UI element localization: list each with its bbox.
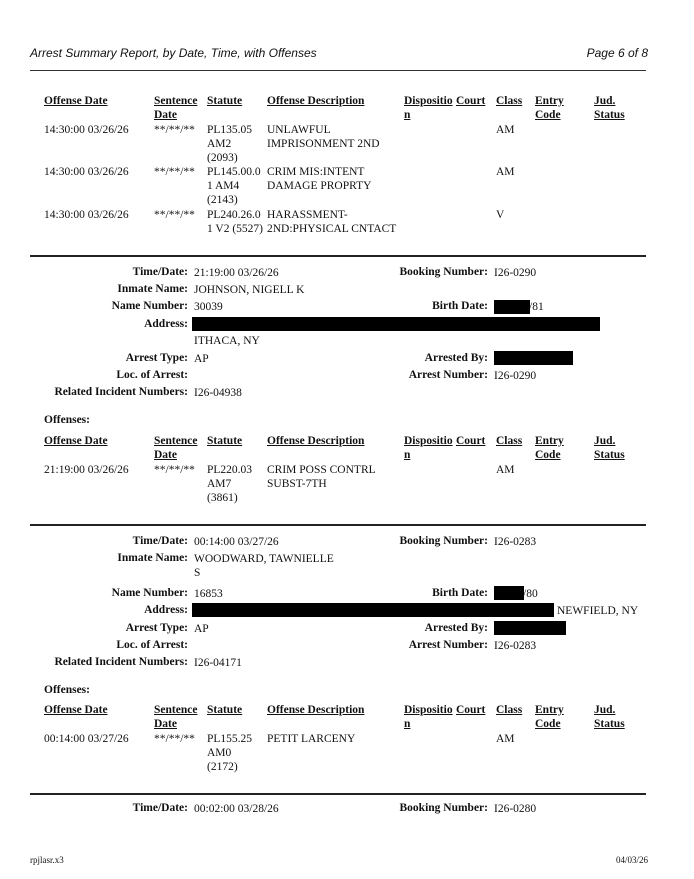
related-incident-label: Related Incident Numbers: [54,386,188,398]
offense-date: 14:30:00 03/26/26 [44,209,129,221]
sentence-date: **/**/** [154,124,195,136]
th-jud-status: Jud. Status [594,95,625,121]
offense-date: 21:19:00 03/26/26 [44,464,129,476]
arrest-number-value: I26-0290 [494,370,537,382]
th-offense-date: Offense Date [44,435,108,447]
th-disposition: Dispositio n [404,435,453,461]
offense-description: UNLAWFUL IMPRISONMENT 2ND [267,124,380,150]
record-divider [30,793,646,795]
redaction-block [494,300,530,314]
th-offense-date: Offense Date [44,704,108,716]
sentence-date: **/**/** [154,166,195,178]
arrested-by-label: Arrested By: [424,622,488,634]
th-entry-code: Entry Code [535,435,564,461]
th-statute: Statute [207,435,243,447]
offense-description: CRIM MIS:INTENT DAMAGE PROPRTY [267,166,372,192]
th-entry-code: Entry Code [535,95,564,121]
name-number-label: Name Number: [111,300,188,312]
time-date-label: Time/Date: [132,535,188,547]
th-court: Court [456,704,486,716]
arrest-number-value: I26-0283 [494,640,537,652]
loc-of-arrest-label: Loc. of Arrest: [116,639,188,651]
arrest-type-value: AP [194,353,209,365]
report-title: Arrest Summary Report, by Date, Time, with Offenses [30,46,317,60]
statute: PL155.25 AM0 (2172) [207,733,253,773]
statute: PL240.26.0 1 V2 (5527) [207,209,264,235]
th-disposition: Dispositio n [404,704,453,730]
footer-date: 04/03/26 [615,855,648,865]
birth-date-suffix: /81 [529,301,544,313]
statute: PL135.05 AM2 (2093) [207,124,253,164]
th-court: Court [456,95,486,107]
name-number-value: 16853 [194,588,223,600]
sentence-date: **/**/** [154,733,195,745]
birth-date-label: Birth Date: [432,587,488,599]
related-incident-label: Related Incident Numbers: [54,656,188,668]
th-offense-date: Offense Date [44,95,108,107]
redaction-block [192,603,554,617]
th-jud-status: Jud. Status [594,435,625,461]
time-date-value: 00:14:00 03/27/26 [194,536,279,548]
offense-description: CRIM POSS CONTRL SUBST-7TH [267,464,376,490]
arrest-number-label: Arrest Number: [408,369,488,381]
statute: PL220.03 AM7 (3861) [207,464,253,504]
offense-date: 14:30:00 03/26/26 [44,166,129,178]
th-disposition: Dispositio n [404,95,453,121]
inmate-name-value: WOODWARD, TAWNIELLE S [194,553,334,579]
record-divider [30,255,646,257]
th-sentence-date: Sentence Date [154,704,198,730]
th-class: Class [496,704,523,716]
birth-date-label: Birth Date: [432,300,488,312]
redaction-block [494,621,566,635]
loc-of-arrest-label: Loc. of Arrest: [116,369,188,381]
redaction-block [494,351,573,365]
offense-class: AM [496,124,515,136]
booking-number-value: I26-0290 [494,267,537,279]
time-date-value: 00:02:00 03/28/26 [194,803,279,815]
header-divider [30,70,646,71]
th-statute: Statute [207,95,243,107]
sentence-date: **/**/** [154,464,195,476]
booking-number-label: Booking Number: [399,535,488,547]
arrested-by-label: Arrested By: [424,352,488,364]
birth-date-suffix: /80 [523,588,538,600]
name-number-value: 30039 [194,301,223,313]
page-number: Page 6 of 8 [586,46,648,60]
record-divider [30,524,646,526]
th-sentence-date: Sentence Date [154,435,198,461]
th-class: Class [496,95,523,107]
footer-report-id: rpjlasr.x3 [30,855,64,865]
address-city: NEWFIELD, NY [557,605,639,617]
offense-date: 14:30:00 03/26/26 [44,124,129,136]
arrest-type-value: AP [194,623,209,635]
offense-class: AM [496,166,515,178]
time-date-label: Time/Date: [132,802,188,814]
name-number-label: Name Number: [111,587,188,599]
offenses-heading: Offenses: [44,414,90,426]
address-city: ITHACA, NY [194,335,260,347]
th-offense-description: Offense Description [267,95,365,107]
th-sentence-date: Sentence Date [154,95,198,121]
inmate-name-value: JOHNSON, NIGELL K [194,284,305,296]
related-incident-value: I26-04938 [194,387,242,399]
offense-description: PETIT LARCENY [267,733,356,745]
th-offense-description: Offense Description [267,704,365,716]
th-jud-status: Jud. Status [594,704,625,730]
th-court: Court [456,435,486,447]
offenses-heading: Offenses: [44,684,90,696]
time-date-label: Time/Date: [132,266,188,278]
booking-number-label: Booking Number: [399,802,488,814]
th-class: Class [496,435,523,447]
inmate-name-label: Inmate Name: [117,283,188,295]
address-label: Address: [144,604,188,616]
time-date-value: 21:19:00 03/26/26 [194,267,279,279]
arrest-type-label: Arrest Type: [125,622,188,634]
arrest-type-label: Arrest Type: [125,352,188,364]
offense-class: AM [496,733,515,745]
redaction-block [494,586,524,600]
offense-class: AM [496,464,515,476]
offense-description: HARASSMENT- 2ND:PHYSICAL CNTACT [267,209,397,235]
arrest-number-label: Arrest Number: [408,639,488,651]
offense-date: 00:14:00 03/27/26 [44,733,129,745]
related-incident-value: I26-04171 [194,657,242,669]
th-statute: Statute [207,704,243,716]
th-offense-description: Offense Description [267,435,365,447]
booking-number-value: I26-0283 [494,536,537,548]
inmate-name-label: Inmate Name: [117,552,188,564]
statute: PL145.00.0 1 AM4 (2143) [207,166,261,206]
th-entry-code: Entry Code [535,704,564,730]
sentence-date: **/**/** [154,209,195,221]
booking-number-label: Booking Number: [399,266,488,278]
booking-number-value: I26-0280 [494,803,537,815]
redaction-block [192,317,600,331]
offense-class: V [496,209,505,221]
address-label: Address: [144,318,188,330]
